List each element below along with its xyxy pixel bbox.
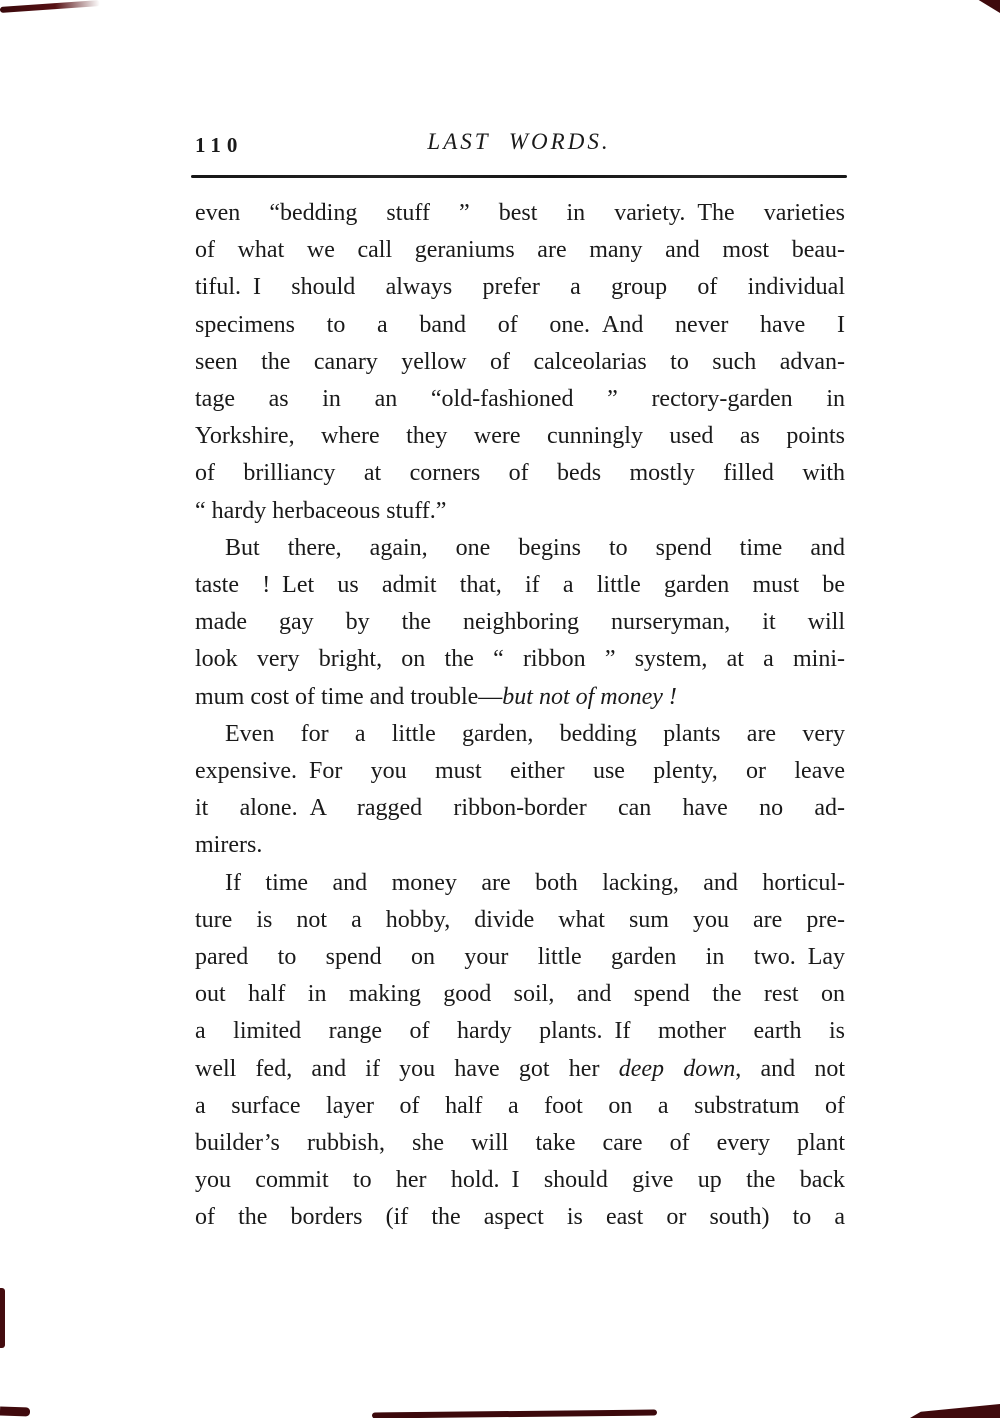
text-line	[195, 418, 845, 455]
text-segment: If time and money are both lacking, and horticul-	[225, 869, 845, 896]
text-line	[195, 604, 845, 641]
text-line	[195, 307, 845, 344]
text-line	[195, 865, 845, 902]
text-line	[195, 381, 845, 418]
text-segment: expensive. For you must either use plenty, or leave	[195, 758, 845, 785]
paragraph	[195, 865, 845, 1237]
text-segment: well fed, and if you have got her	[195, 1055, 619, 1082]
text-segment: even “bedding stuff ” best in variety. The varieties	[195, 200, 845, 226]
text-line	[195, 1088, 845, 1125]
text-segment: out half in making good soil, and spend the rest on	[195, 981, 845, 1008]
text-line	[195, 716, 845, 753]
text-line	[195, 455, 845, 492]
text-segment: it alone. A ragged ribbon-border can have no ad-	[195, 795, 845, 822]
text-segment: of what we call geraniums are many and most beau-	[195, 237, 845, 264]
text-line	[195, 939, 845, 976]
text-segment: look very bright, on the “ ribbon ” system, at a mini-	[195, 646, 845, 673]
text-line	[195, 344, 845, 381]
text-line	[195, 530, 845, 567]
scan-artifact-top-left	[0, 0, 100, 13]
italic-text-segment: deep down	[618, 1055, 736, 1082]
text-line	[195, 641, 845, 678]
scan-artifact-bottom-center	[372, 1410, 657, 1418]
text-segment: mum cost of time and trouble—	[195, 683, 503, 710]
text-line	[195, 1013, 845, 1050]
text-segment: of brilliancy at corners of beds mostly filled with	[195, 460, 845, 487]
text-line	[195, 827, 845, 864]
text-line	[195, 567, 845, 604]
text-segment: specimens to a band of one. And never have I	[195, 311, 845, 338]
text-segment: , and not	[735, 1055, 846, 1082]
paragraph	[195, 530, 845, 716]
text-line	[195, 976, 845, 1013]
text-line	[195, 902, 845, 939]
italic-text-segment: but not of money !	[502, 683, 677, 710]
text-segment: “ hardy herbaceous stuff.”	[195, 497, 447, 524]
scan-artifact-bottom-right	[910, 1404, 1000, 1418]
scan-artifact-bottom-left	[0, 1406, 30, 1416]
text-segment: ture is not a hobby, divide what sum you are pre-	[195, 906, 845, 933]
text-segment: seen the canary yellow of calceolarias to such advan-	[195, 348, 845, 375]
text-line	[195, 679, 845, 716]
page-number: 110	[195, 133, 244, 157]
text-segment: mirers.	[195, 832, 263, 859]
text-line	[195, 493, 845, 530]
text-line	[195, 753, 845, 790]
text-segment: pared to spend on your little garden in two. Lay	[195, 944, 845, 971]
text-segment: a surface layer of half a foot on a substratum of	[195, 1092, 845, 1119]
paragraph	[195, 195, 845, 530]
text-segment: But there, again, one begins to spend time and	[225, 534, 845, 561]
text-line	[195, 269, 845, 306]
text-segment: made gay by the neighboring nurseryman, it will	[195, 609, 845, 636]
text-segment: you commit to her hold. I should give up the back	[195, 1167, 845, 1194]
text-segment: builder’s rubbish, she will take care of every plant	[195, 1130, 845, 1157]
text-segment: taste ! Let us admit that, if a little garden must be	[195, 572, 845, 599]
text-line	[195, 790, 845, 827]
text-line	[195, 1125, 845, 1162]
header-rule	[191, 175, 847, 178]
running-header	[192, 129, 846, 161]
scan-artifact-top-right	[974, 0, 1000, 13]
text-segment: of the borders (if the aspect is east or south) to a	[195, 1204, 845, 1231]
running-title: LAST WORDS.	[427, 129, 611, 154]
text-segment: a limited range of hardy plants. If mother earth is	[195, 1018, 845, 1045]
text-line	[195, 1051, 845, 1088]
text-segment: tiful. I should always prefer a group of individual	[195, 274, 845, 301]
text-line	[195, 232, 845, 269]
text-segment: Yorkshire, where they were cunningly used as points	[195, 423, 845, 450]
scan-artifact-left-edge	[0, 1288, 5, 1348]
paragraph	[195, 716, 845, 865]
text-segment: Even for a little garden, bedding plants are very	[225, 720, 845, 747]
text-line	[195, 1162, 845, 1199]
body-text	[195, 195, 845, 1237]
text-segment: tage as in an “old-fashioned ” rectory-garden in	[195, 386, 845, 413]
text-line	[195, 195, 845, 232]
text-line	[195, 1199, 845, 1236]
